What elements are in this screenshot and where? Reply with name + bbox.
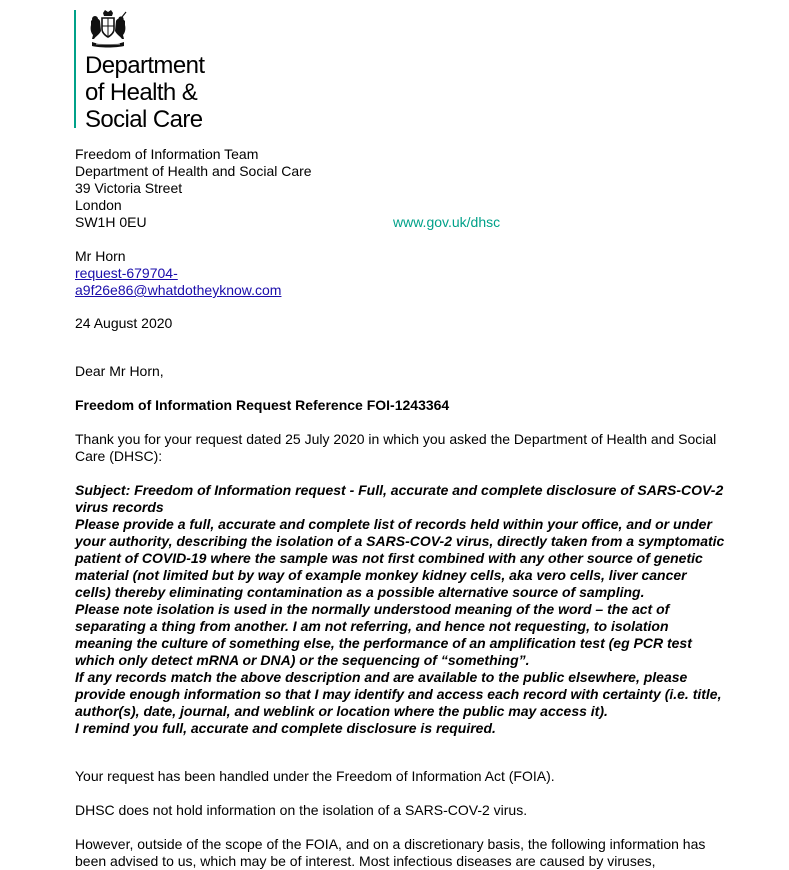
logo-accent-rule [74, 10, 76, 128]
information-not-held-paragraph: DHSC does not hold information on the isolation of a SARS-COV-2 virus. [75, 802, 528, 818]
quoted-request-paragraph: Please provide a full, accurate and complete list of records held within your office, and or under your authority, describing the isolation of a SARS-COV-2 virus, directly taken from a symptomatic patient of COVID-19 where the sample was not first combined with any other source of genetic material (not limited but by way of example monkey kidney cells, aka vero cells, liver cancer cells) thereby eliminating contamination as a possible alternative source of sampling. [75, 516, 725, 600]
recipient-name: Mr Horn [75, 248, 126, 264]
letter-date: 24 August 2020 [75, 315, 173, 331]
department-name-line: Social Care [85, 106, 203, 133]
quoted-request-paragraph: Subject: Freedom of Information request - Full, accurate and complete disclosure of SARS-COV-2 virus records [75, 482, 724, 515]
handled-under-foia-paragraph: Your request has been handled under the Freedom of Information Act (FOIA). [75, 768, 555, 784]
royal-coat-of-arms-icon [86, 9, 130, 49]
recipient-block [75, 248, 281, 299]
website-link[interactable]: www.gov.uk/dhsc [393, 214, 501, 230]
request-intro-paragraph: Thank you for your request dated 25 July 2020 in which you asked the Department of Health and Social Care (DHSC): [75, 431, 717, 464]
recipient-email-link-line2[interactable]: a9f26e86@whatdotheyknow.com [75, 282, 282, 298]
reference-heading: Freedom of Information Request Reference FOI-1243364 [75, 397, 450, 413]
address-line: 39 Victoria Street [75, 180, 183, 196]
department-name-line: Department [85, 52, 205, 79]
address-line: SW1H 0EU [75, 214, 147, 230]
recipient-email-link-line1[interactable]: request-679704- [75, 265, 178, 281]
department-name-line: of Health & [85, 79, 198, 106]
quoted-request-paragraph: Please note isolation is used in the normally understood meaning of the word – the act of separating a thing from another. I am not referring, and hence not requesting, to isolation meaning the culture of something else, the performance of an amplification test (eg PCR test which only detect mRNA or DNA) or the sequencing of “something”. [75, 601, 692, 668]
salutation: Dear Mr Horn, [75, 363, 164, 379]
address-line: Department of Health and Social Care [75, 163, 312, 179]
quoted-request-paragraph: If any records match the above description and are available to the public elsewhere, please provide enough information so that I may identify and access each record with certainty (i.e. title, author(s), date, journal, and weblink or location where the public may access it). [75, 669, 722, 719]
address-line: London [75, 197, 122, 213]
quoted-request-paragraph: I remind you full, accurate and complete disclosure is required. [75, 720, 496, 736]
outside-scope-paragraph: However, outside of the scope of the FOIA, and on a discretionary basis, the following information has been advised to us, which may be of interest. Most infectious diseases are caused by viruses, [75, 836, 706, 869]
quoted-request [75, 482, 725, 737]
department-name [85, 52, 204, 133]
address-line: Freedom of Information Team [75, 146, 259, 162]
sender-address [75, 146, 312, 231]
